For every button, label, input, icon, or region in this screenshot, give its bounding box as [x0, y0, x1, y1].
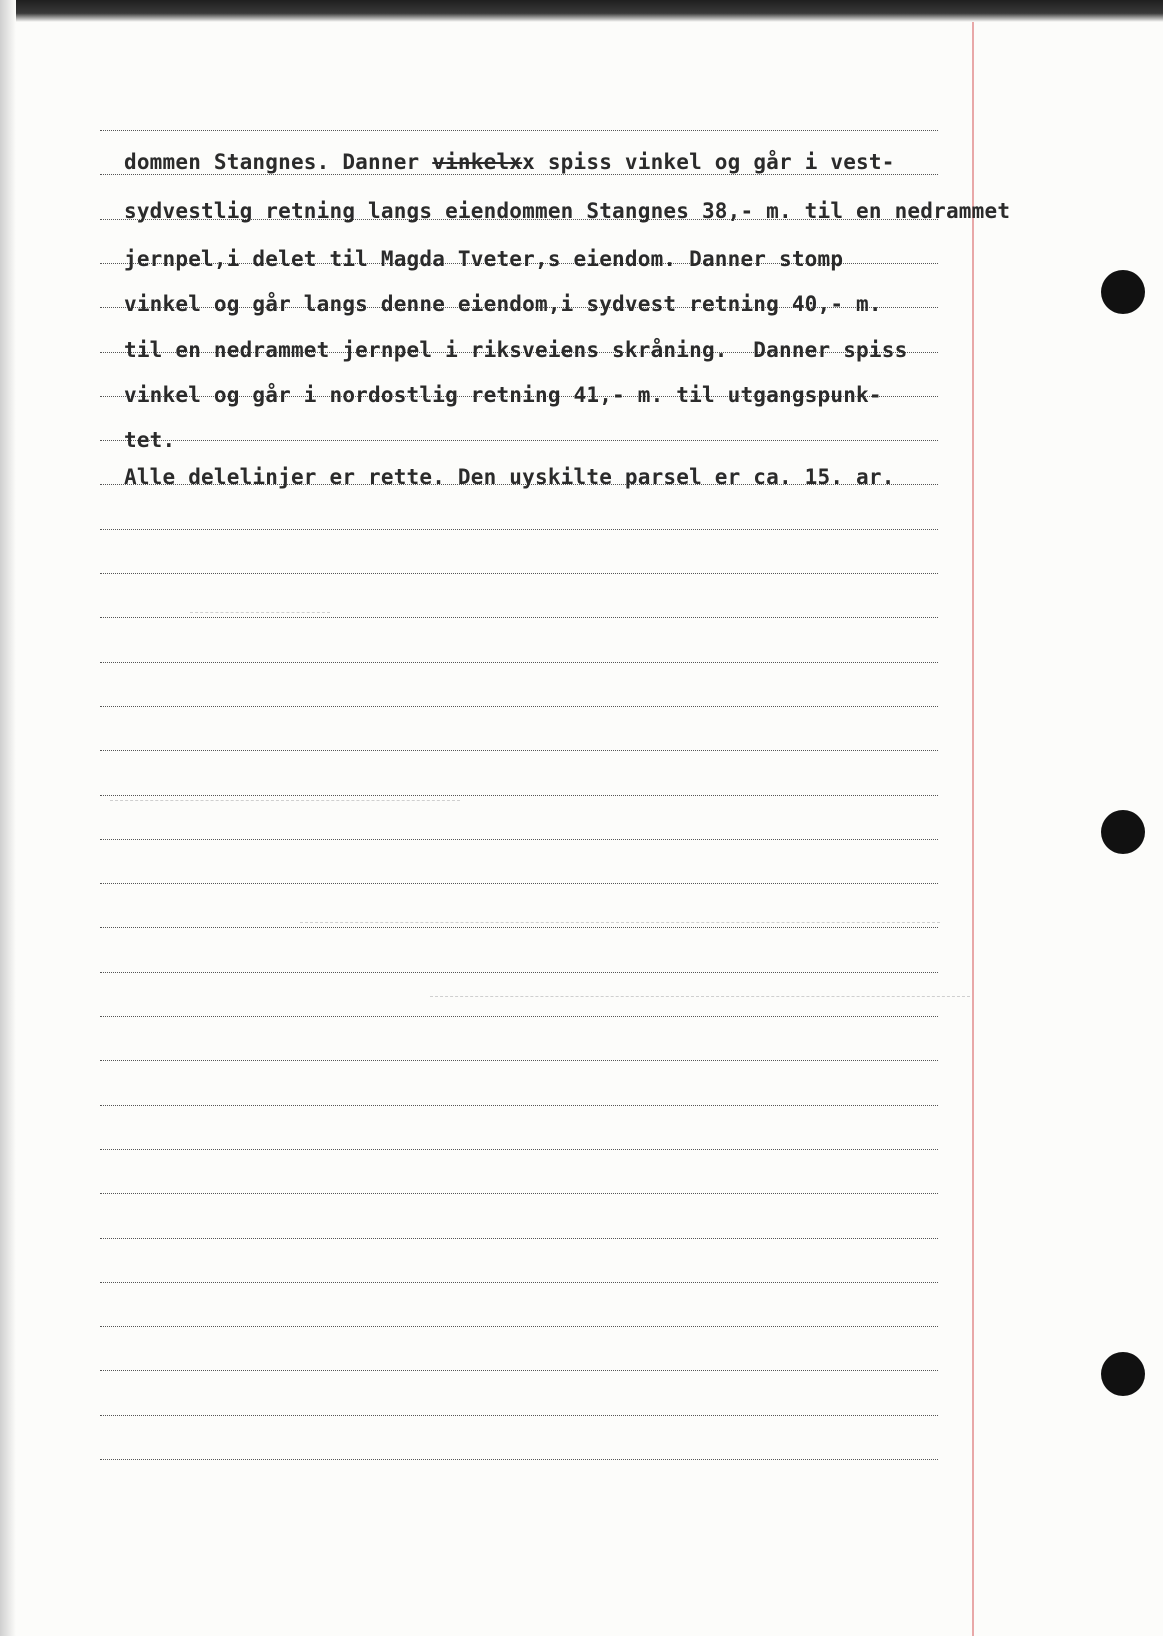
- text-line-1-start: dommen Stangnes. Danner: [124, 150, 433, 174]
- text-line-6: vinkel og går i nordostlig retning 41,- m. til utgangspunk-: [124, 383, 882, 407]
- struck-word: vinkelx: [432, 150, 523, 174]
- text-line-8: Alle delelinjer er rette. Den uyskilte parsel er ca. 15. ar.: [124, 465, 895, 489]
- ruled-line: [100, 1105, 938, 1106]
- ruled-line: [100, 1326, 938, 1327]
- ruled-line: [100, 662, 938, 663]
- text-line-1: [124, 150, 895, 174]
- bleed-through-mark: [430, 996, 970, 997]
- ruled-line: [100, 573, 938, 574]
- ruled-line: [100, 130, 938, 131]
- ruled-line: [100, 972, 938, 973]
- margin-line: [972, 22, 974, 1636]
- bleed-through-mark: [190, 612, 330, 613]
- punch-hole-middle: [1101, 810, 1145, 854]
- text-line-4: vinkel og går langs denne eiendom,i sydvest retning 40,- m.: [124, 292, 882, 316]
- punch-hole-top: [1101, 270, 1145, 314]
- ruled-line: [100, 529, 938, 530]
- ruled-line: [100, 706, 938, 707]
- ruled-line: [100, 174, 938, 175]
- ruled-line: [100, 927, 938, 928]
- bleed-through-mark: [110, 800, 460, 801]
- ruled-line: [100, 839, 938, 840]
- ruled-line: [100, 1016, 938, 1017]
- ruled-line: [100, 1459, 938, 1460]
- text-line-7: tet.: [124, 428, 176, 452]
- ruled-line: [100, 1282, 938, 1283]
- text-line-1-end: x spiss vinkel og går i vest-: [522, 150, 895, 174]
- bleed-through-mark: [300, 922, 940, 923]
- punch-hole-bottom: [1101, 1352, 1145, 1396]
- scan-edge-top: [0, 0, 1163, 22]
- scan-edge-left: [0, 0, 16, 1636]
- text-line-2: sydvestlig retning langs eiendommen Stangnes 38,- m. til en nedrammet: [124, 199, 1011, 223]
- ruled-line: [100, 750, 938, 751]
- ruled-line: [100, 440, 938, 441]
- ruled-line: [100, 795, 938, 796]
- ruled-line: [100, 1060, 938, 1061]
- ruled-line: [100, 1370, 938, 1371]
- ruled-line: [100, 1415, 938, 1416]
- ruled-line: [100, 1149, 938, 1150]
- text-line-5: til en nedrammet jernpel i riksveiens skråning. Danner spiss: [124, 338, 908, 362]
- text-line-3: jernpel,i delet til Magda Tveter,s eiendom. Danner stomp: [124, 247, 844, 271]
- ruled-line: [100, 1193, 938, 1194]
- ruled-line: [100, 617, 938, 618]
- ruled-line: [100, 1238, 938, 1239]
- ruled-line: [100, 883, 938, 884]
